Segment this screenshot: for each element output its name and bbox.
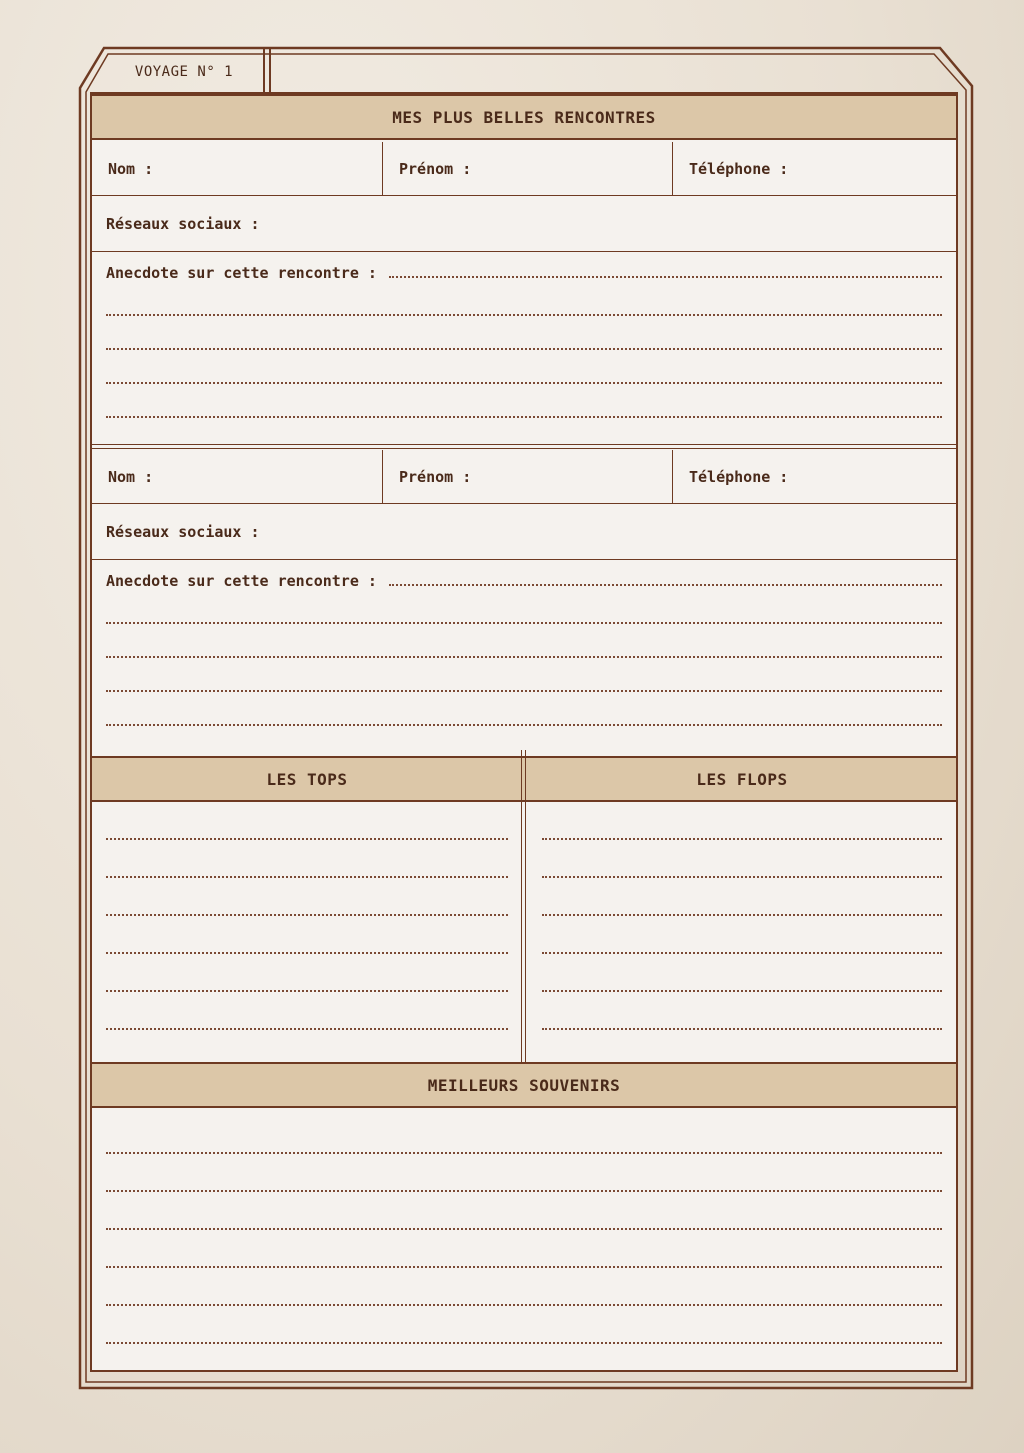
tops-title: LES TOPS	[266, 769, 348, 789]
encounter-separator	[92, 444, 956, 449]
voyage-label: VOYAGE N° 1	[134, 64, 234, 80]
encounter-2-anecdote-label: Anecdote sur cette rencontre :	[106, 572, 377, 590]
writing-line[interactable]	[106, 622, 942, 624]
encounter-1-reseaux-row[interactable]	[92, 196, 956, 252]
encounter-1-reseaux-cell	[92, 196, 956, 251]
voyage-tab	[98, 50, 270, 94]
souvenirs-line[interactable]	[106, 1266, 942, 1268]
souvenirs-line[interactable]	[106, 1190, 942, 1192]
encounter-1-telephone-label: Téléphone :	[689, 159, 789, 178]
encounter-2-anecdote-line[interactable]	[106, 572, 942, 590]
tops-line[interactable]	[106, 838, 508, 840]
journal-sheet	[90, 92, 958, 1372]
encounter-1-nom-label: Nom :	[108, 159, 154, 178]
encounter-2-identity-row	[92, 450, 956, 504]
flops-line[interactable]	[542, 952, 942, 954]
writing-line[interactable]	[106, 348, 942, 350]
tops-line[interactable]	[106, 1028, 508, 1030]
encounter-2-reseaux-cell	[92, 504, 956, 559]
encounter-2-prenom-label: Prénom :	[399, 467, 472, 486]
encounter-2-telephone-label: Téléphone :	[689, 467, 789, 486]
encounter-2-nom-label: Nom :	[108, 467, 154, 486]
tops-line[interactable]	[106, 914, 508, 916]
souvenirs-line[interactable]	[106, 1342, 942, 1344]
encounter-1-anecdote-label: Anecdote sur cette rencontre :	[106, 264, 377, 282]
flops-header	[528, 758, 956, 800]
souvenirs-title: MEILLEURS SOUVENIRS	[427, 1075, 621, 1095]
encounter-1-anecdote-line[interactable]	[106, 264, 942, 282]
writing-line[interactable]	[106, 314, 942, 316]
flops-line[interactable]	[542, 990, 942, 992]
encounter-1-nom-cell[interactable]	[92, 142, 382, 195]
encounter-2-prenom-cell[interactable]	[382, 450, 672, 503]
flops-title: LES FLOPS	[696, 769, 788, 789]
flops-line[interactable]	[542, 838, 942, 840]
tops-line[interactable]	[106, 990, 508, 992]
encounter-2-telephone-cell[interactable]	[672, 450, 956, 503]
encounter-2-reseaux-label: Réseaux sociaux :	[106, 522, 260, 541]
writing-line[interactable]	[106, 690, 942, 692]
rencontres-title: MES PLUS BELLES RENCONTRES	[392, 107, 656, 127]
flops-line[interactable]	[542, 1028, 942, 1030]
flops-line[interactable]	[542, 914, 942, 916]
encounter-1-prenom-cell[interactable]	[382, 142, 672, 195]
encounter-2-reseaux-row[interactable]	[92, 504, 956, 560]
souvenirs-line[interactable]	[106, 1304, 942, 1306]
encounter-1-telephone-cell[interactable]	[672, 142, 956, 195]
souvenirs-line[interactable]	[106, 1228, 942, 1230]
rencontres-header	[92, 94, 956, 140]
tops-line[interactable]	[106, 876, 508, 878]
flops-line[interactable]	[542, 876, 942, 878]
encounter-1-reseaux-label: Réseaux sociaux :	[106, 214, 260, 233]
encounter-1-identity-row	[92, 142, 956, 196]
tops-flops-divider	[521, 750, 526, 1062]
dotted-fill	[389, 584, 942, 586]
encounter-1-prenom-label: Prénom :	[399, 159, 472, 178]
dotted-fill	[389, 276, 942, 278]
tops-line[interactable]	[106, 952, 508, 954]
encounter-2-nom-cell[interactable]	[92, 450, 382, 503]
tops-header	[92, 758, 522, 800]
writing-line[interactable]	[106, 656, 942, 658]
writing-line[interactable]	[106, 724, 942, 726]
writing-line[interactable]	[106, 382, 942, 384]
souvenirs-header	[92, 1062, 956, 1108]
souvenirs-line[interactable]	[106, 1152, 942, 1154]
writing-line[interactable]	[106, 416, 942, 418]
